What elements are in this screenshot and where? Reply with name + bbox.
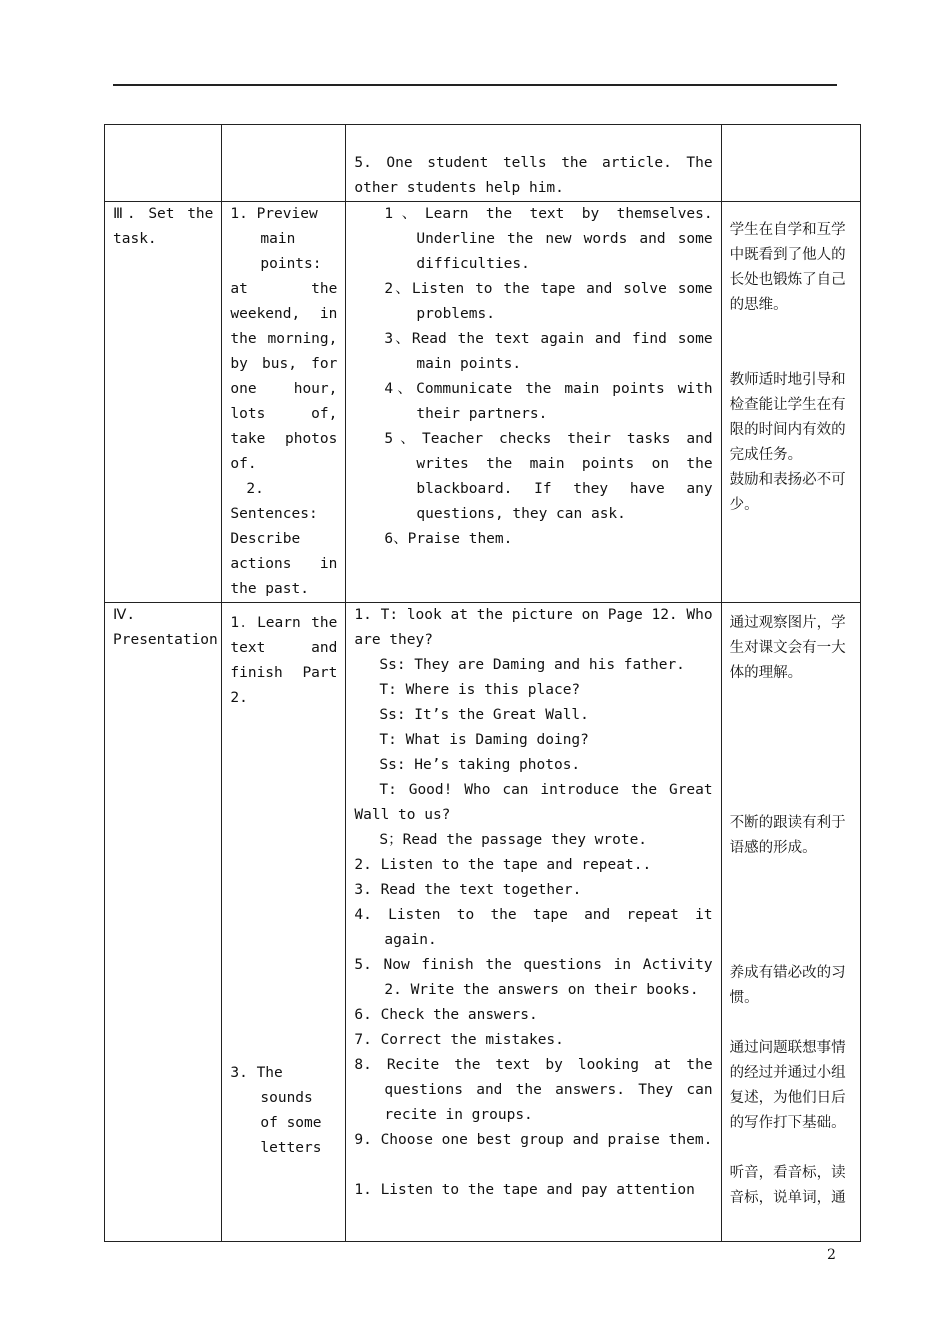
note-text: 通过问题联想事情的经过并通过小组复述，为他们日后的写作打下基础。 bbox=[729, 1040, 846, 1131]
step-item: 7. Correct the mistakes. bbox=[354, 1032, 564, 1048]
notes-cell bbox=[721, 125, 860, 202]
dialogue-line: 1. T: look at the picture on Page 12. Who are they? bbox=[354, 607, 713, 648]
step-label: Ⅳ. Presentation bbox=[113, 607, 218, 648]
sound-activity: 1. Listen to the tape and pay attention bbox=[354, 1182, 695, 1198]
step-item: 9. Choose one best group and praise them. bbox=[354, 1132, 713, 1148]
table-row bbox=[105, 202, 861, 603]
activity-cell bbox=[346, 603, 721, 1242]
step-item: 2. Listen to the tape and repeat.. bbox=[354, 857, 652, 873]
step-item: 6. Check the answers. bbox=[354, 1007, 538, 1023]
page-number: 2 bbox=[827, 1247, 836, 1263]
activity-item: 3、Read the text again and find some main points. bbox=[384, 331, 713, 372]
dialogue-line: T: Good! Who can introduce the Great Wall to us? bbox=[354, 782, 713, 823]
table-row bbox=[105, 603, 861, 1242]
dialogue-line: T: Where is this place? bbox=[379, 682, 581, 698]
note-text: 学生在自学和互学中既看到了他人的长处也锻炼了自己的思维。 bbox=[729, 222, 846, 313]
note-text: 通过观察图片，学生对课文会有一大体的理解。 bbox=[729, 615, 846, 681]
note-text: 养成有错必改的习惯。 bbox=[729, 965, 846, 1006]
activity-text: 5. One student tells the article. The other students help him. bbox=[354, 155, 713, 196]
point-item: 1．Learn the text and finish Part 2. bbox=[230, 615, 338, 706]
step-item: 3. Read the text together. bbox=[354, 882, 582, 898]
dialogue-line: Ss: They are Daming and his father. bbox=[379, 657, 685, 673]
step-item: 5. Now finish the questions in Activity 2. Write the answers on their books. bbox=[354, 957, 713, 998]
point-item: 3. The sounds of some letters bbox=[230, 1065, 322, 1156]
point-item: at the weekend, in the morning, by bus, for one hour, lots of, take photos of. bbox=[230, 281, 338, 472]
lesson-plan-table bbox=[104, 124, 861, 1242]
dialogue-line: T: What is Daming doing? bbox=[379, 732, 589, 748]
note-text: 教师适时地引导和检查能让学生在有限的时间内有效的完成任务。 bbox=[729, 372, 846, 463]
note-text: 听音，看音标，读音标，说单词，通 bbox=[729, 1165, 846, 1206]
note-text: 鼓励和表扬必不可少。 bbox=[729, 472, 846, 513]
point-item: 2. bbox=[246, 481, 264, 497]
dialogue-line: Ss: It’s the Great Wall. bbox=[379, 707, 589, 723]
dialogue-line: S；Read the passage they wrote. bbox=[379, 832, 648, 848]
notes-cell bbox=[721, 202, 860, 603]
step-item: 8. Recite the text by looking at the questions and the answers. They can recite in groups. bbox=[354, 1057, 713, 1123]
point-item: Sentences: Describe actions in the past. bbox=[230, 506, 338, 597]
activity-item: 5、Teacher checks their tasks and writes the main points on the blackboard. If they have any questions, they can ask. bbox=[384, 431, 713, 522]
activity-cell bbox=[346, 202, 721, 603]
step-cell bbox=[105, 202, 222, 603]
step-item: 4. Listen to the tape and repeat it again. bbox=[354, 907, 713, 948]
points-cell bbox=[222, 125, 346, 202]
point-item: 1. Preview main points: bbox=[230, 206, 322, 272]
activity-item: 1、Learn the text by themselves. Underline the new words and some difficulties. bbox=[384, 206, 713, 272]
activity-item: 2、Listen to the tape and solve some problems. bbox=[384, 281, 713, 322]
step-label: Ⅲ. Set the task. bbox=[113, 206, 214, 247]
step-cell bbox=[105, 125, 222, 202]
points-cell bbox=[222, 603, 346, 1242]
step-cell bbox=[105, 603, 222, 1242]
activity-item: 6、Praise them. bbox=[384, 531, 513, 547]
dialogue-line: Ss: He’s taking photos. bbox=[379, 757, 581, 773]
activity-cell bbox=[346, 125, 721, 202]
activity-item: 4、Communicate the main points with their partners. bbox=[384, 381, 713, 422]
table-row bbox=[105, 125, 861, 202]
header-rule bbox=[113, 84, 837, 86]
notes-cell bbox=[721, 603, 860, 1242]
points-cell bbox=[222, 202, 346, 603]
note-text: 不断的跟读有利于语感的形成。 bbox=[729, 815, 846, 856]
